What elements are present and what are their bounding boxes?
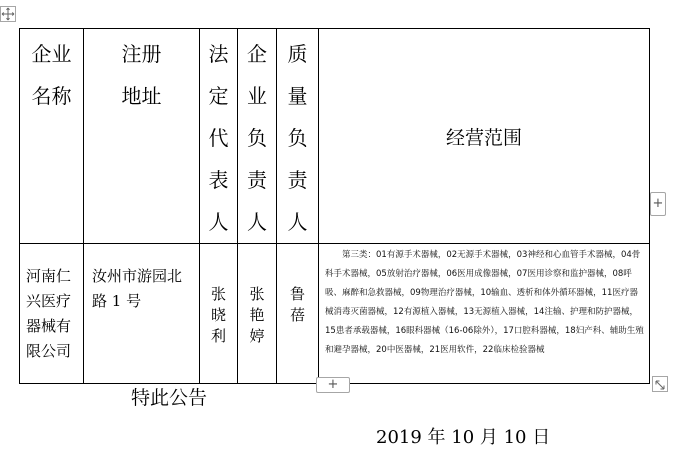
table-move-handle-icon[interactable] (0, 6, 16, 22)
header-legal-representative-label: 法 定 代 表 人 (208, 42, 229, 234)
header-enterprise-head-label: 企 业 负 责 人 (247, 42, 267, 234)
announcement-text: 特此公告 (131, 387, 208, 409)
cell-quality-head[interactable]: 鲁 蓓 (277, 244, 319, 384)
header-registered-address-label: 注册 地址 (121, 42, 162, 108)
announcement-date: 2019 年 10 月 10 日 (376, 427, 551, 448)
header-quality-head-label: 质 量 负 责 人 (287, 42, 308, 234)
table-resize-handle-icon[interactable] (652, 376, 668, 392)
enterprise-info-table (19, 28, 650, 384)
header-legal-representative[interactable] (200, 29, 238, 244)
cell-enterprise-head[interactable]: 张 艳 婷 (238, 244, 277, 384)
header-registered-address[interactable] (84, 29, 200, 244)
header-company-name[interactable] (20, 29, 84, 244)
header-enterprise-head[interactable] (238, 29, 277, 244)
header-business-scope-label: 经营范围 (445, 126, 522, 149)
table-header-row (20, 29, 650, 244)
header-quality-head[interactable] (277, 29, 319, 244)
cell-registered-address[interactable]: 汝州市游园北路 1 号 (84, 244, 200, 384)
header-company-name-label: 企业 名称 (31, 42, 72, 108)
table-row (20, 244, 650, 384)
add-column-button[interactable]: + (650, 192, 666, 216)
header-business-scope[interactable] (319, 29, 650, 244)
add-row-button[interactable]: + (316, 377, 350, 393)
cell-company-name[interactable]: 河南仁 兴医疗 器械有 限公司 (20, 244, 84, 384)
cell-business-scope[interactable]: 第三类：01有源手术器械，02无源手术器械，03神经和心血管手术器械，04骨科手术器械，05放射治疗器械，06医用成像器械，07医用诊察和监护器械，08呼吸、麻醉和急救器械，09物理治疗器械，10输血、透析和体外循环器械，11医疗器械消毒灭菌器械，12有源植入器械，13无源植入器械，14注输、护理和防护器械，15患者承载器械，16眼科器械（16-06除外），17口腔科器械，18妇产科、辅助生殖和避孕器械，20中医器械，21医用软件，22临床检验器械 (319, 244, 650, 384)
cell-legal-representative[interactable]: 张 晓 利 (200, 244, 238, 384)
